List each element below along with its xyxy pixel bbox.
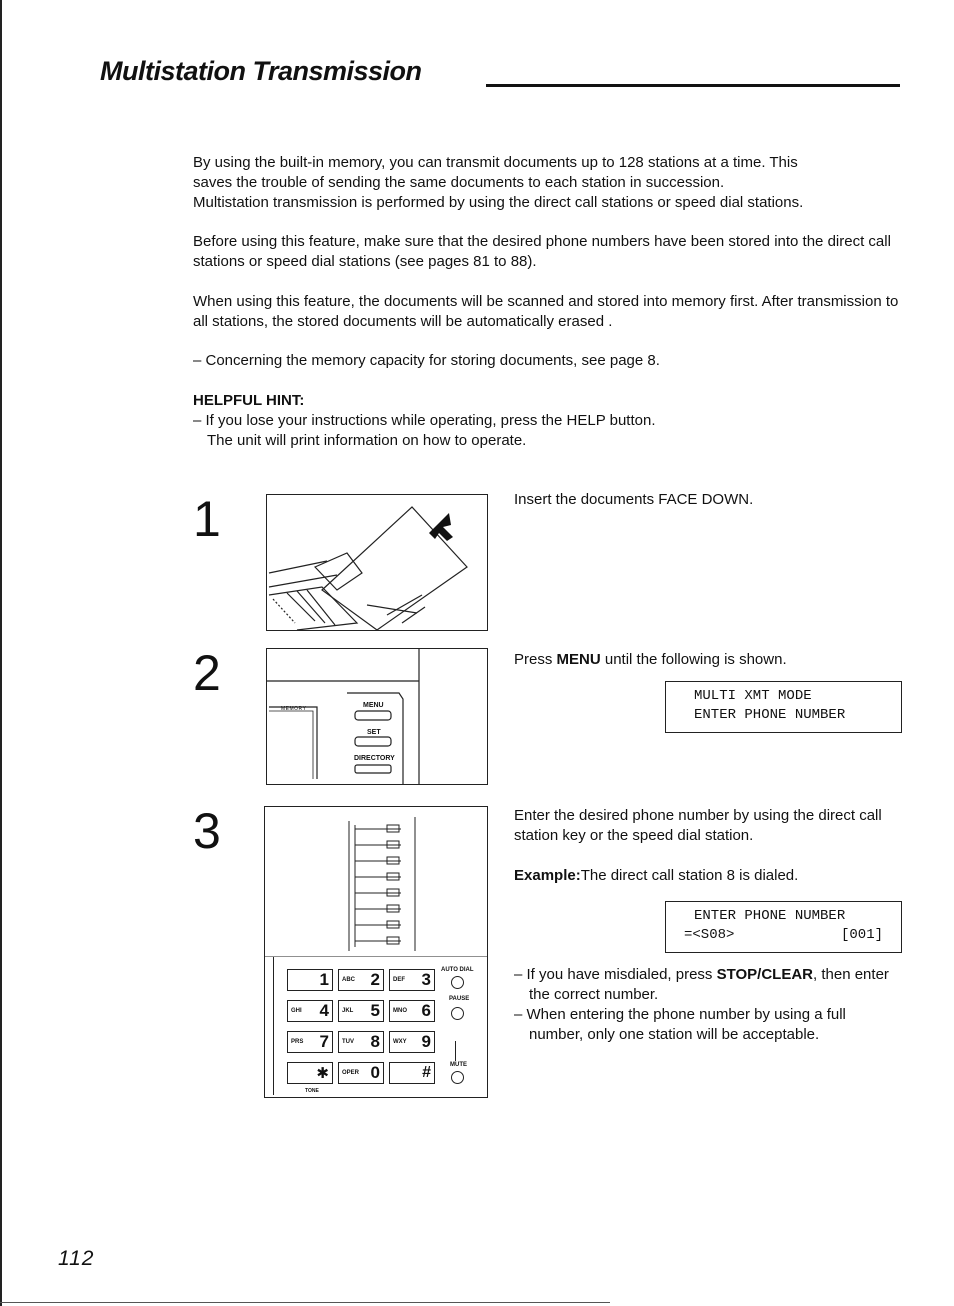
step3-example bbox=[514, 866, 904, 886]
directory-button-label: DIRECTORY bbox=[354, 755, 395, 762]
menu-panel-drawing bbox=[267, 649, 487, 784]
keypad-key-3 bbox=[389, 969, 435, 991]
note-text: – If you have misdialed, press bbox=[514, 966, 717, 983]
step-number: 2 bbox=[193, 645, 221, 701]
tone-label: TONE bbox=[305, 1088, 319, 1094]
misdial-note bbox=[514, 965, 904, 1005]
display-multi-xmt bbox=[665, 681, 902, 733]
keypad-key-hash bbox=[389, 1062, 435, 1084]
key-digit: 8 bbox=[370, 1032, 380, 1051]
page-number: 112 bbox=[58, 1247, 95, 1270]
step2-text-before: Press bbox=[514, 651, 557, 668]
keypad-key-6 bbox=[389, 1000, 435, 1022]
auto-dial-button-icon bbox=[451, 976, 464, 989]
keypad-key-2 bbox=[338, 969, 384, 991]
key-letters: GHI bbox=[291, 1008, 302, 1014]
example-text: The direct call station 8 is dialed. bbox=[580, 867, 799, 884]
key-digit: 5 bbox=[370, 1001, 380, 1020]
keypad-key-star bbox=[287, 1062, 333, 1084]
key-letters: JKL bbox=[342, 1008, 354, 1014]
display-line: ENTER PHONE NUMBER bbox=[694, 908, 846, 924]
fax-feeder-drawing bbox=[267, 495, 487, 630]
page-title: Multistation Transmission bbox=[100, 56, 422, 86]
step1-instruction: Insert the documents FACE DOWN. bbox=[514, 491, 754, 508]
keypad-key-9 bbox=[389, 1031, 435, 1053]
helpful-hint-heading: HELPFUL HINT: bbox=[193, 392, 305, 409]
step-number: 1 bbox=[193, 491, 221, 547]
insert-document-illustration bbox=[266, 494, 488, 631]
intro-line: saves the trouble of sending the same documents to each station in succession. bbox=[193, 174, 725, 191]
key-digit: 3 bbox=[421, 970, 431, 989]
key-digit: 0 bbox=[370, 1063, 380, 1082]
memory-label: MEMORY bbox=[281, 706, 307, 712]
keypad-left-edge bbox=[273, 957, 274, 1095]
intro-paragraph-3: When using this feature, the documents will be scanned and stored into memory first. After transmission to all stations, the stored documents will be automatically erased . bbox=[193, 293, 899, 330]
set-button-label: SET bbox=[367, 729, 381, 736]
step3-notes bbox=[514, 965, 904, 1045]
key-digit: # bbox=[422, 1064, 431, 1081]
page-bottom-border bbox=[0, 1302, 610, 1303]
keypad-key-1 bbox=[287, 969, 333, 991]
mute-button-icon bbox=[451, 1071, 464, 1084]
intro-paragraph-1 bbox=[193, 153, 903, 213]
intro-line: Multistation transmission is performed by using the direct call stations or speed dial stations. bbox=[193, 194, 804, 211]
key-digit: 1 bbox=[319, 970, 329, 989]
key-letters: DEF bbox=[393, 977, 405, 983]
keypad-grid bbox=[287, 969, 443, 1084]
keypad-illustration bbox=[264, 806, 488, 1098]
mute-indicator-icon bbox=[455, 1041, 456, 1061]
keypad-key-8 bbox=[338, 1031, 384, 1053]
intro-line: By using the built-in memory, you can transmit documents up to 128 stations at a time. This bbox=[193, 154, 798, 171]
mute-label: MUTE bbox=[450, 1062, 467, 1068]
step-number: 3 bbox=[193, 803, 221, 859]
key-letters: WXY bbox=[393, 1039, 407, 1045]
key-digit: ✱ bbox=[316, 1065, 329, 1082]
key-letters: PRS bbox=[291, 1039, 304, 1045]
key-digit: 4 bbox=[319, 1001, 329, 1020]
stop-clear-key-name: STOP/CLEAR bbox=[716, 966, 814, 983]
display-enter-number bbox=[665, 901, 902, 953]
keypad-key-5 bbox=[338, 1000, 384, 1022]
key-digit: 9 bbox=[421, 1032, 431, 1051]
station-keys-drawing bbox=[265, 807, 487, 957]
display-station-code: =<S08> bbox=[684, 927, 735, 943]
menu-button-label: MENU bbox=[363, 702, 384, 709]
display-station-count: [001] bbox=[840, 927, 883, 943]
keypad-key-0 bbox=[338, 1062, 384, 1084]
key-digit: 2 bbox=[370, 970, 380, 989]
auto-dial-label: AUTO DIAL bbox=[441, 967, 474, 973]
key-letters: OPER bbox=[342, 1070, 360, 1076]
menu-key-name: MENU bbox=[556, 651, 601, 668]
keypad-key-4 bbox=[287, 1000, 333, 1022]
example-label: Example: bbox=[514, 867, 581, 884]
hint-line: – If you lose your instructions while operating, press the HELP button. bbox=[193, 412, 656, 429]
keypad-key-7 bbox=[287, 1031, 333, 1053]
full-number-note: – When entering the phone number by using a full number, only one station will be acceptable. bbox=[514, 1006, 846, 1043]
step3-instruction: Enter the desired phone number by using the direct call station key or the speed dial station. bbox=[514, 807, 882, 844]
display-line bbox=[666, 926, 901, 945]
key-digit: 7 bbox=[319, 1032, 329, 1051]
note-text: , then enter the correct number. bbox=[529, 966, 889, 1003]
memory-capacity-note: – Concerning the memory capacity for storing documents, see page 8. bbox=[193, 352, 660, 369]
display-line: MULTI XMT MODE bbox=[694, 688, 812, 704]
key-letters: TUV bbox=[342, 1039, 354, 1045]
display-line: ENTER PHONE NUMBER bbox=[694, 707, 846, 723]
key-letters: MNO bbox=[393, 1008, 407, 1014]
key-letters: ABC bbox=[342, 977, 355, 983]
pause-label: PAUSE bbox=[449, 996, 470, 1002]
menu-panel-illustration bbox=[266, 648, 488, 785]
helpful-hint-text bbox=[193, 411, 903, 451]
step2-instruction bbox=[514, 650, 904, 670]
intro-paragraph-2: Before using this feature, make sure that the desired phone numbers have been stored into the direct call stations or speed dial stations (see pages 81 to 88). bbox=[193, 233, 891, 270]
page-left-border bbox=[0, 0, 2, 1306]
hint-line: The unit will print information on how to operate. bbox=[207, 432, 527, 449]
pause-button-icon bbox=[451, 1007, 464, 1020]
title-underline bbox=[486, 84, 900, 87]
step2-text-after: until the following is shown. bbox=[600, 651, 787, 668]
key-digit: 6 bbox=[421, 1001, 431, 1020]
